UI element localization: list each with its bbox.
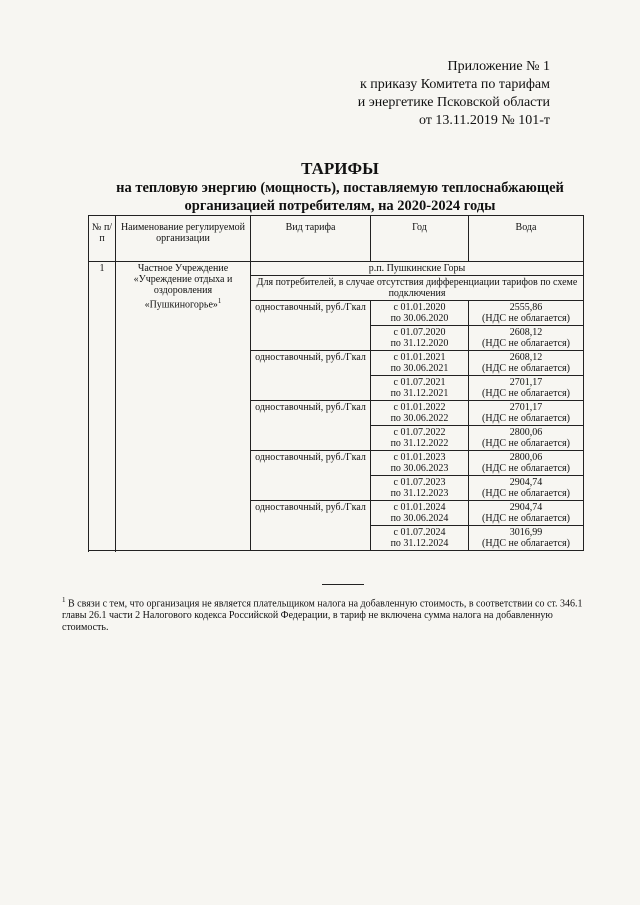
locality-cell: р.п. Пушкинские Горы (251, 262, 584, 276)
period-from: с 01.01.2022 (393, 402, 446, 413)
tariff-type-cell: одноставочный, руб./Гкал (251, 451, 371, 501)
tariff-type-cell: одноставочный, руб./Гкал (251, 301, 371, 351)
footnote-text: В связи с тем, что организация не является плательщиком налога на добавленную стоимость, в соответствии со ст. 346.1 главы 26.1 части 2 Налогового кодекса Российской Федерации, в тариф не включена сумма налога на добавленную стоимость. (62, 598, 583, 634)
period-cell (371, 526, 469, 551)
footnote (62, 594, 587, 634)
period-cell (371, 351, 469, 376)
header-org: Наименование регулируемой организации (116, 216, 251, 262)
period-from: с 01.07.2020 (393, 327, 446, 338)
organization-name: Частное Учреждение «Учреждение отдыха и оздоровления «Пушкиногорье» (133, 263, 233, 311)
period-to: по 30.06.2024 (390, 513, 449, 524)
vat-note: (НДС не облагается) (482, 488, 570, 499)
tariff-value: 2555,86 (509, 302, 543, 313)
period-cell (371, 376, 469, 401)
water-value-cell (469, 451, 584, 476)
period-from: с 01.01.2024 (393, 502, 446, 513)
tariff-value: 2800,06 (509, 427, 543, 438)
table-header-row (89, 216, 584, 262)
title-line-2: на тепловую энергию (мощность), поставляемую теплоснабжающей (116, 180, 564, 196)
water-value-cell (469, 301, 584, 326)
appendix-line-3: и энергетике Псковской области (357, 95, 550, 110)
water-value-cell (469, 526, 584, 551)
period-cell (371, 301, 469, 326)
period-to: по 31.12.2020 (390, 338, 449, 349)
period-to: по 30.06.2023 (390, 463, 449, 474)
period-cell (371, 476, 469, 501)
appendix-line-1: Приложение № 1 (447, 59, 550, 74)
header-num: № п/п (89, 216, 116, 262)
tariff-value: 2701,17 (509, 402, 543, 413)
vat-note: (НДС не облагается) (482, 413, 570, 424)
period-to: по 31.12.2023 (390, 488, 449, 499)
period-to: по 30.06.2022 (390, 413, 449, 424)
header-type: Вид тарифа (251, 216, 371, 262)
footnote-mark: 1 (62, 596, 66, 604)
row-number: 1 (89, 262, 116, 551)
water-value-cell (469, 426, 584, 451)
tariff-value: 3016,99 (509, 527, 543, 538)
water-value-cell (469, 476, 584, 501)
period-to: по 31.12.2024 (390, 538, 449, 549)
tariffs-table (88, 215, 584, 551)
appendix-header (320, 58, 550, 130)
period-from: с 01.01.2023 (393, 452, 446, 463)
period-from: с 01.07.2024 (393, 527, 446, 538)
period-cell (371, 401, 469, 426)
vat-note: (НДС не облагается) (482, 388, 570, 399)
tariff-type-cell: одноставочный, руб./Гкал (251, 501, 371, 551)
period-to: по 31.12.2022 (390, 438, 449, 449)
vat-note: (НДС не облагается) (482, 538, 570, 549)
title-line-3: организацией потребителям, на 2020-2024 годы (184, 198, 496, 214)
organization-footnote-mark: 1 (217, 297, 222, 305)
period-from: с 01.01.2020 (393, 302, 446, 313)
consumers-cell: Для потребителей, в случае отсутствия дифференциации тарифов по схеме подключения (251, 276, 584, 301)
water-value-cell (469, 501, 584, 526)
water-value-cell (469, 376, 584, 401)
vat-note: (НДС не облагается) (482, 513, 570, 524)
period-to: по 30.06.2021 (390, 363, 449, 374)
tariff-value: 2608,12 (509, 352, 543, 363)
period-cell (371, 326, 469, 351)
title-main: ТАРИФЫ (301, 159, 379, 178)
table-row (89, 262, 584, 276)
header-year: Год (371, 216, 469, 262)
tariff-value: 2608,12 (509, 327, 543, 338)
appendix-line-4: от 13.11.2019 № 101-т (418, 113, 550, 128)
footnote-separator (322, 584, 364, 585)
tariff-value: 2701,17 (509, 377, 543, 388)
water-value-cell (469, 351, 584, 376)
header-water: Вода (469, 216, 584, 262)
period-from: с 01.07.2021 (393, 377, 446, 388)
vat-note: (НДС не облагается) (482, 313, 570, 324)
vat-note: (НДС не облагается) (482, 438, 570, 449)
vat-note: (НДС не облагается) (482, 338, 570, 349)
period-from: с 01.07.2023 (393, 477, 446, 488)
period-to: по 30.06.2020 (390, 313, 449, 324)
document-title (90, 158, 590, 215)
tariff-type-cell: одноставочный, руб./Гкал (251, 351, 371, 401)
period-cell (371, 501, 469, 526)
vat-note: (НДС не облагается) (482, 363, 570, 374)
tariff-value: 2904,74 (509, 502, 543, 513)
period-to: по 31.12.2021 (390, 388, 449, 399)
vat-note: (НДС не облагается) (482, 463, 570, 474)
period-from: с 01.07.2022 (393, 427, 446, 438)
tariff-value: 2904,74 (509, 477, 543, 488)
water-value-cell (469, 401, 584, 426)
period-from: с 01.01.2021 (393, 352, 446, 363)
water-value-cell (469, 326, 584, 351)
tariff-value: 2800,06 (509, 452, 543, 463)
appendix-line-2: к приказу Комитета по тарифам (359, 77, 550, 92)
period-cell (371, 451, 469, 476)
period-cell (371, 426, 469, 451)
tariff-type-cell: одноставочный, руб./Гкал (251, 401, 371, 451)
organization-cell (116, 262, 251, 551)
